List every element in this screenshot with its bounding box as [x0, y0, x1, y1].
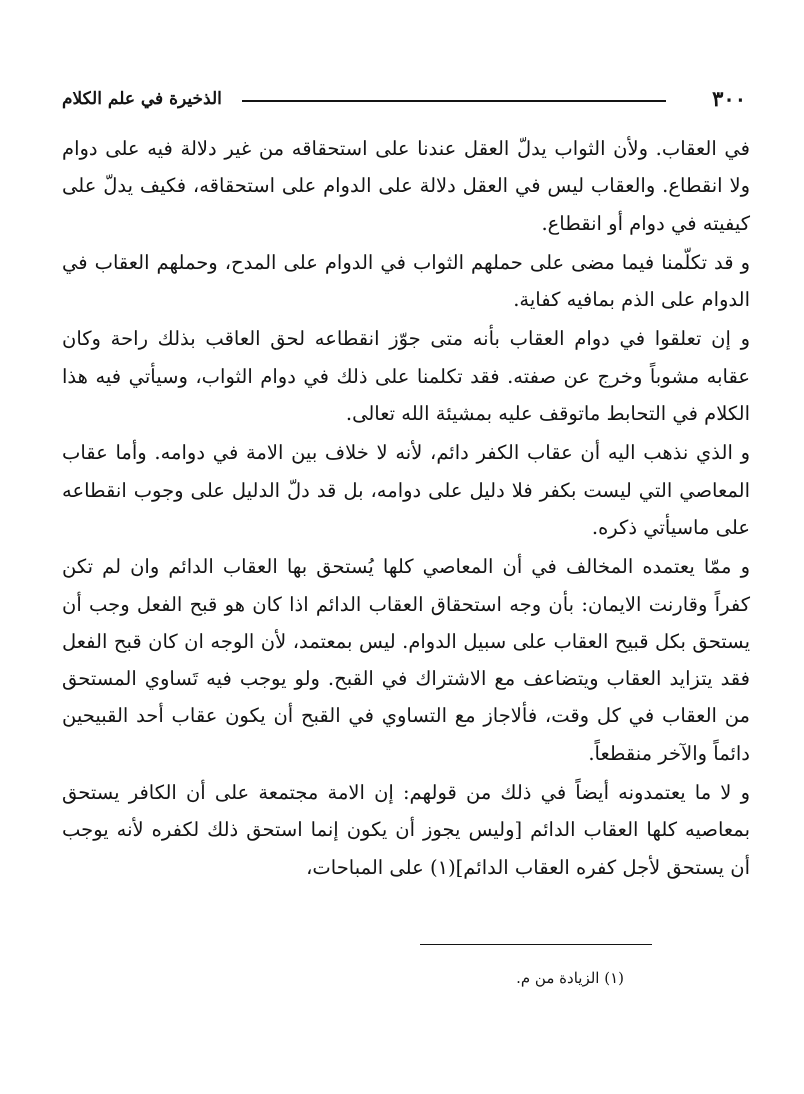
paragraph: و قد تكلّمنا فيما مضى على حملهم الثواب في الدوام على المدح، وحملهم العقاب في الدوام على الذم بمافيه كفاية.: [62, 250, 750, 312]
header-rule: [242, 100, 666, 102]
paragraph: و لا ما يعتمدونه أيضاً في ذلك من قولهم: إن الامة مجتمعة على أن الكافر يستحق بمعاصيه كلها العقاب الدائم [وليس يجوز أن يكون إنما استحق ذلك لكفره لأنه يوجب أن يستحق لأجل كفره العقاب الدائم](١) على المباحات،: [62, 781, 750, 879]
paragraph: و إن تعلقوا في دوام العقاب بأنه متى جوّز انقطاعه لحق العاقب بذلك راحة وكان عقابه مشوباً وخرج عن صفته. فقد تكلمنا على ذلك في دوام الثواب، وسيأتي فيه هذا الكلام في التحابط ماتوقف عليه بمشيئة الله تعالى.: [62, 327, 750, 426]
running-title: الذخيرة في علم الكلام: [62, 89, 222, 109]
page-body: [62, 130, 750, 886]
paragraph: و ممّا يعتمده المخالف في أن المعاصي كلها يُستحق بها العقاب الدائم وان لم تكن كفراً وقارنت الايمان: بأن وجه استحقاق العقاب الدائم اذا كان هو قبح الفعل وجب أن يستحق بكل قبيح العقاب على سبيل الدوام. ليس بمعتمد، لأن الوجه ان كان قبح الفعل فقد يتزايد العقاب ويتضاعف مع الاشتراك في القبح. ولو يوجب فيه تَساوي المستحق من العقاب في كل وقت، فألاجاز مع التساوي في القبح أن يكون عقاب أحد القبيحين دائماً والآخر منقطعاً.: [62, 555, 750, 765]
page-header: [62, 84, 746, 120]
paragraph: في العقاب. ولأن الثواب يدلّ العقل عندنا على استحقاقه من غير دلالة فيه على دوام ولا انقطاع. والعقاب ليس في العقل دلالة على الدوام على استحقاقه، فكيف يدلّ على كيفيته في دوام أو انقطاع.: [62, 137, 750, 235]
paragraph: و الذي نذهب اليه أن عقاب الكفر دائم، لأنه لا خلاف بين الامة في دوامه. وأما عقاب المعاصي التي ليست بكفر فلا دليل على دوامه، بل قد دلّ الدليل على وجوب انقطاعه على ماسيأتي ذكره.: [62, 441, 750, 539]
footnote: (١) الزيادة من م.: [516, 969, 624, 987]
page-number: ٣٠٠: [712, 86, 746, 111]
footnote-rule: [420, 944, 652, 945]
